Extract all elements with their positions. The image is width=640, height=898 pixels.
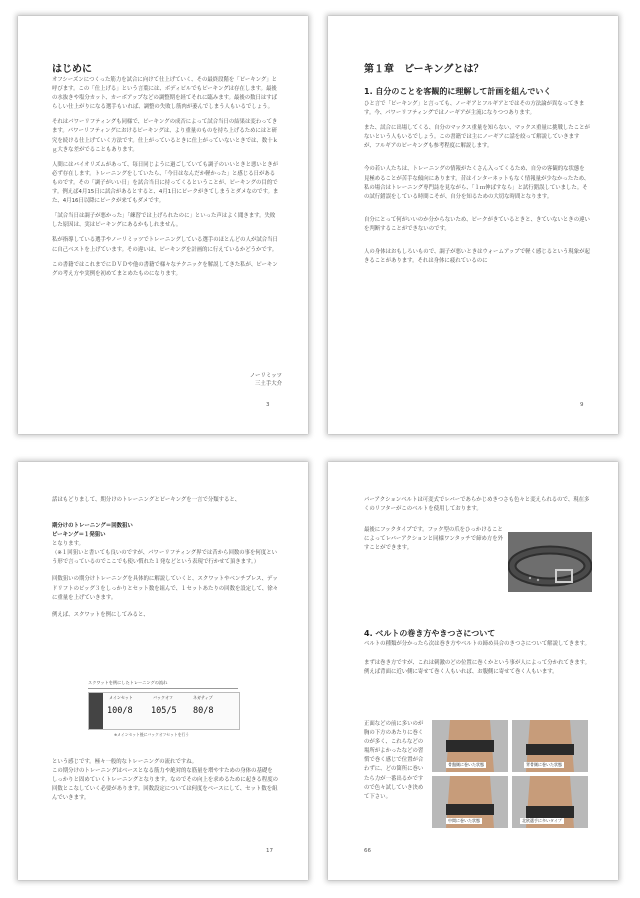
paragraph: 今の若い人たちは、トレーニングの情報がたくさん入ってくるため、自分の客観的な状態を見極めることが苦手な傾向にあります。昔はインターネットもなく情報量が少なかったため、私の場合はトレーニング専門誌を見ながら、「１ｍ伸ばすなら」と試行錯誤していました。その試行錯誤をしている時間こそが、自分を知るための大切な時間となります。 [364,166,590,200]
table-value: 80/8 [193,706,214,716]
paragraph: となります。 [52,541,84,548]
table-header: メインセット [109,695,133,700]
top-text [364,496,590,516]
photo-caption: 骨盤側に巻いた状態 [448,762,484,767]
photo-nordic-type [512,776,588,828]
signature-line: 三土手大介 [255,381,282,387]
divider [88,688,238,689]
body-text [52,522,278,698]
body-text-lower [52,758,278,840]
photo-caption: 北欧選手に多いタイプ [522,818,562,823]
table-value: 100/8 [107,706,133,716]
photo-back-side [512,720,588,772]
table-body [88,692,240,730]
signature [198,372,282,388]
paragraph: 「試合当日は調子が悪かった」「練習では上げられたのに」といった声はよく聞きます。失敗した原因は、実はピーキングにあるかもしれません。 [52,213,276,229]
signature-line: ノーリミッツ [249,373,282,379]
body-text [364,100,590,392]
paragraph: 人の身体はおもしろいもので、調子が悪いときはウォームアップで軽く感じるという現象が起きることがあります。それは身体に疲れているのに [364,249,590,265]
body-text [52,76,280,376]
paragraph: 自分にとって何がいいのか分からないため、ピークがきているときと、きていないときの違いを判断することができないのです。 [364,216,590,232]
page-9 [328,16,618,434]
table-header: バックオフ [153,695,173,700]
table-note: ※メインセット後にバックオフセットを行う [114,732,190,737]
paragraph: 例えば、スクワットを例にしてみると、 [52,611,149,618]
photo-caption: 背骨側に巻いた状態 [526,762,562,767]
table-title: スクワットを例にしたトレーニングの流れ [88,680,168,685]
page-3 [18,16,308,434]
chapter-heading: 第１章 ピーキングとは？ [364,64,484,75]
bold-line: ピーキング＝１発狙い [52,532,106,539]
paragraph: 話はもどりまして、期分けのトレーニングとピーキングを一言で分類すると、 [52,497,241,503]
belt-photo [508,532,592,592]
page-number: 3 [266,402,270,408]
belt-text [364,526,504,618]
paragraph: 最後にフックタイプです。フック型の爪をひっかけることによってレバーアクションと同様ワンタッチで締め方を外すことができます。 [364,527,504,552]
training-table [84,680,244,746]
page-number: 66 [364,848,371,854]
section-heading: 1. 自分のことを客観的に理解して計画を組んでいく [364,87,552,96]
table-header: ネガティブ [193,695,213,700]
paragraph: パーアクションベルトは可変式でレバーであらかじめきつさも色々と変えられるので、現在多くのリフターがこのベルトを使用しております。 [364,497,590,513]
paragraph: この期分けのトレーニングはベースとなる筋力や絶対的な筋量を増やすための身体の基礎をしっかりと固めていくトレーニングとなります。なのでその向上を求めるために起きる程度の回数とこなしていく必要があります。回数設定については何度をベースにして、セット数を組んでいきます。 [52,768,278,802]
paragraph: ベルトの種類が分かったら次は巻き方やベルトの締め具合のきつさについて解説してきます。 [364,641,590,647]
photo-caption: 中間に巻いた状態 [448,818,480,823]
side-text: 正面などの前に多いのが胸の下方のあたりに巻くのが多く、これらなどの場所がよかったなどの習慣で巻く感じで位置が合わずに、どの箇所に巻いたら力が一番出るかですので色々試していき決めて下さい。 [364,721,424,800]
bold-line: 期分けのトレーニング＝回数狙い [52,523,133,529]
paragraph: 人間にはバイオリズムがあって、毎日同じように過ごしていても調子のいいときと悪いときが必ず存在します。トレーニングをしていたら、「今日はなんだか軽かった」と感じる日があるものです。その「調子がいい日」を試合当日に持ってくるということが、ピーキングの目的です。例えば4月15日に試合があるとすると、4月1日にピークがきてしまうとダメなのです。また、4月16日以降にピークが来てもダメです。 [52,161,279,205]
page-number: 9 [580,402,584,408]
paragraph: （※１回狙いと書いても良いのですが、パワーリフティング界では昔から回数の事を何度という形で言っているのでここでも使い慣れた１発などという表現で行かせて頂きます。） [52,550,277,566]
paragraph: ひと言で「ピーキング」と言っても、ノーギアとフルギアとではその方法論が異なってきます。今、パワーリフティングではノーギアが主流になりつつあります。 [364,101,585,117]
paragraph: 私が指導している選手やノーリミッツでトレーニングしている選手のほとんどの人が試合当日に自己ベストを上げています。その違いは、ピーキングを計画的に行えているかどうかです。 [52,237,278,253]
paragraph: また、試合に出場してくる、自分のマックス重量を知らない、マックス重量に挑戦したことがないという人もいるでしょう。この書籍では主にノーギアに話を絞って解説していきますが、フルギアのピーキングも参考程度に解説します。 [364,125,590,150]
paragraph: 回数狙いの期分けトレーニングを具体的に解説していくと、スクワットやベンチプレス、デッドリフトのビッグ３をしっかりとセット数を組んで、１セットあたりの回数を設定して、徐々に重量を上げていきます。 [52,576,278,601]
page-66 [328,462,618,880]
paragraph: という感じです。極々一般的なトレーニングの流れですね。 [52,759,198,765]
belt-icon [508,532,592,592]
table-side-bar [89,693,103,729]
table-value: 105/5 [151,706,177,716]
photo-middle [432,776,508,828]
page-17 [18,462,308,880]
paragraph: まずは巻き方ですが、これは刺激のどの位置に巻くかという事が人によって分かれてきます。例えば背面に近い側に寄せて巻く人もいれば、お腹側に寄せて巻く人もいます。 [364,660,590,676]
page-heading: はじめに [52,64,92,75]
photo-pelvis-side [432,720,508,772]
section-heading: 4. ベルトの巻き方やきつさについて [364,629,496,638]
page-number: 17 [266,848,273,854]
paragraph: それはパワーリフティングも同様で、ピーキングの成否によって試合当日の結果は変わってきます。パワーリフティングにおけるピーキングは、より重量のものを持ち上げるためにはと研究を続ける仕上げていく方法です。仕上がっているときに仕上がっていないときでは、数十ｋｇ大きな差がでることもあります。 [52,119,278,153]
paragraph: この書籍ではこれまでにＤＶＤや他の書籍で様々なテクニックを解説してきた私が、ピーキングの考え方や実例を初めてまとめたものになります。 [52,261,278,277]
body-text [364,640,590,700]
intro-text [52,496,278,508]
paragraph: オフシーズンにつくった筋力を試合に向けて仕上げていく、その最終段階を「ピーキング」と呼びます。この「仕上げる」という言葉には、ボディビルでもピーキングは存在します。最後の水抜きや塩分カット、カーボアップなどの調整期を経てそれに臨みます。最後の数日はすばらしい仕上がりになる選手もいれば、調整の失敗し筋肉が萎んでしまう人もいるでしょう。 [52,77,278,111]
